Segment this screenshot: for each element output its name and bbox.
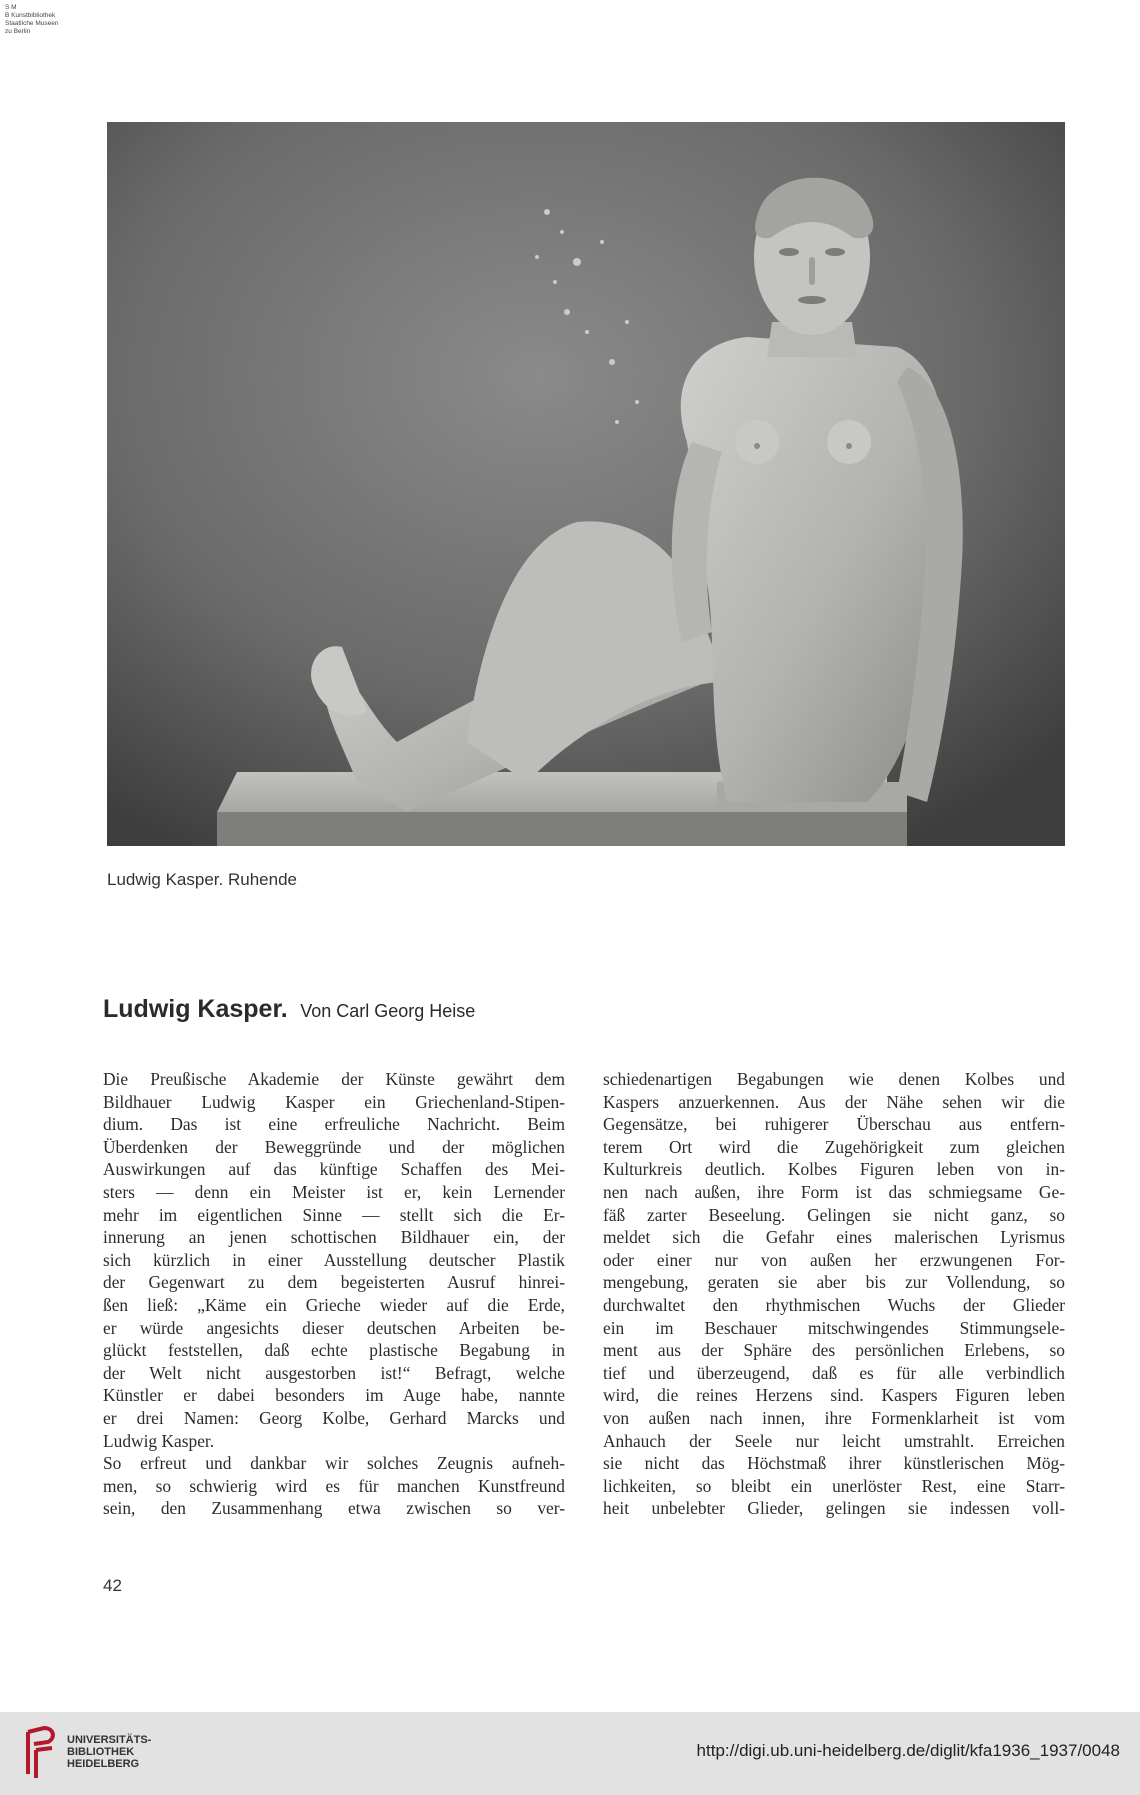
article-title: Ludwig Kasper. [103, 995, 288, 1023]
text-line: Die Preußische Akademie der Künste gewährt dem [103, 1069, 565, 1089]
text-line: men, so schwierig wird es für manchen Kunstfreund [103, 1475, 565, 1496]
text-line: sein, den Zusammenhang etwa zwischen so ver- [103, 1498, 565, 1519]
article-heading [103, 995, 475, 1024]
text-line: terem Ort wird die Zugehörigkeit zum gleichen [603, 1136, 1065, 1157]
text-line: von außen nach innen, ihre Formenklarheit ist vom [603, 1407, 1065, 1428]
stamp-line: Staatliche Museen [5, 20, 59, 27]
stamp-line: zu Berlin [5, 28, 31, 35]
library-name [67, 1734, 151, 1770]
text-line: Bildhauer Ludwig Kasper ein Griechenland-Stipen- [103, 1091, 565, 1112]
text-line: So erfreut und dankbar wir solches Zeugnis aufneh- [103, 1453, 565, 1474]
text-line: Auswirkungen auf das künftige Schaffen des Mei- [103, 1159, 565, 1180]
caption-artist: Ludwig Kasper. [107, 870, 224, 889]
text-line: Überdenken der Beweggründe und der möglichen [103, 1136, 565, 1157]
text-line: Gegensätze, bei ruhigerer Überschau aus entfern- [603, 1114, 1065, 1135]
text-line: tief und überzeugend, daß es für alle verbindlich [603, 1362, 1065, 1383]
text-line: sie nicht das Höchstmaß ihrer künstlerischen Mög- [603, 1453, 1065, 1474]
library-stamp [5, 4, 95, 36]
text-line: meldet sich die Gefahr eines malerischen Lyrismus [603, 1227, 1065, 1248]
caption-title: Ruhende [227, 870, 297, 889]
text-line: lichkeiten, so bleibt ein unerlöster Rest, eine Starr- [603, 1475, 1065, 1496]
text-line: mehr im eigentlichen Sinne — stellt sich die Er- [103, 1204, 565, 1225]
text-column-right [603, 1068, 1065, 1520]
text-line: schiedenartigen Begabungen wie denen Kolbes und [603, 1069, 1065, 1089]
text-column-left [103, 1068, 565, 1520]
text-line: er würde angesichts dieser deutschen Arbeiten be- [103, 1317, 565, 1338]
text-line: ßen ließ: „Käme ein Grieche wieder auf die Erde, [103, 1294, 565, 1315]
text-line: mengebung, geraten sie aber bis zur Vollendung, so [603, 1272, 1065, 1293]
text-line: durchwaltet den rhythmischen Wuchs der Glieder [603, 1294, 1065, 1315]
stamp-line: S M [5, 4, 17, 11]
text-line: er drei Namen: Georg Kolbe, Gerhard Marcks und [103, 1407, 565, 1428]
stamp-line: B Kunstbibliothek [5, 12, 56, 19]
page-number: 42 [103, 1576, 122, 1595]
text-line: nen nach außen, ihre Form ist das schmiegsame Ge- [603, 1181, 1065, 1202]
library-name-line: BIBLIOTHEK [67, 1746, 135, 1758]
text-line: fäß zarter Beseelung. Gelingen sie nicht ganz, so [603, 1204, 1065, 1225]
figure-caption [107, 870, 297, 890]
library-name-line: HEIDELBERG [67, 1758, 140, 1770]
text-line: sich kürzlich in einer Ausstellung deutscher Plastik [103, 1249, 565, 1270]
text-line: innerung an jenen schottischen Bildhauer ein, der [103, 1227, 565, 1248]
text-line: oder einer nur von außen her erzwungenen For- [603, 1249, 1065, 1270]
ub-heidelberg-logo-icon [24, 1724, 60, 1787]
text-line: wird, die reines Herzens sind. Kaspers Figuren leben [603, 1385, 1065, 1406]
article-byline: Von Carl Georg Heise [300, 1001, 476, 1021]
source-url[interactable]: http://digi.ub.uni-heidelberg.de/diglit/kfa1936_1937/0048 [696, 1741, 1120, 1760]
text-line: der Welt nicht ausgestorben ist!“ Befragt, welche [103, 1362, 565, 1383]
sculpture-photo [107, 122, 1065, 846]
text-line: ein im Beschauer mitschwingendes Stimmungsele- [603, 1317, 1065, 1338]
text-line: Künstler er dabei besonders im Auge habe, nannte [103, 1385, 565, 1406]
text-line: sters — denn ein Meister ist er, kein Lernender [103, 1181, 565, 1202]
text-line: Kulturkreis deutlich. Kolbes Figuren leben von in- [603, 1159, 1065, 1180]
text-line: heit unbelebter Glieder, gelingen sie indessen voll- [603, 1498, 1065, 1519]
footer-bar [0, 1712, 1140, 1795]
library-name-line: UNIVERSITÄTS- [67, 1734, 152, 1746]
text-line: ment aus der Sphäre des persönlichen Erlebens, so [603, 1340, 1065, 1361]
text-line: der Gegenwart zu dem begeisterten Ausruf hinrei- [103, 1272, 565, 1293]
text-line: Anhauch der Seele nur leicht umstrahlt. Erreichen [603, 1430, 1065, 1451]
text-line: Kaspers anzuerkennen. Aus der Nähe sehen wir die [603, 1091, 1065, 1112]
text-line: glückt feststellen, daß echte plastische Begabung in [103, 1340, 565, 1361]
text-line: dium. Das ist eine erfreuliche Nachricht. Beim [103, 1114, 565, 1135]
text-line: Ludwig Kasper. [103, 1430, 215, 1451]
